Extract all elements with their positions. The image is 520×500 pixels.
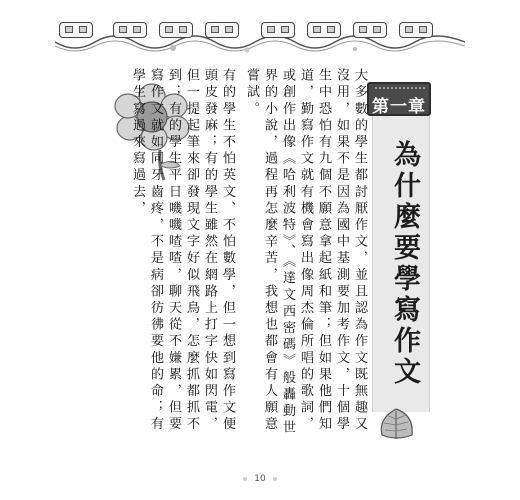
leaf-icon <box>374 405 418 445</box>
dot-icon <box>243 477 247 481</box>
chapter-label-box <box>367 82 431 116</box>
train-car-icon <box>399 22 433 38</box>
train-car-icon <box>261 22 295 38</box>
train-border-decoration <box>55 8 465 56</box>
train-car-icon <box>205 22 239 38</box>
page-number-footer <box>0 474 520 484</box>
train-car-icon <box>113 22 147 38</box>
body-text <box>113 68 368 443</box>
dot-icon <box>273 477 277 481</box>
train-car-icon <box>307 22 341 38</box>
train-car-icon <box>59 22 93 38</box>
page-number: 10 <box>254 474 266 484</box>
paragraph: 有的學生不怕英文、不怕數學，但一想到寫作文便頭皮發麻；有的學生雖然在網路上打字快如閃電，但一提起筆來卻發現文字好似飛鳥，怎麼抓都抓不到；有的學生平日嘰嘰喳喳，聊天從不嫌累，但要寫作文就如同牙齒疼，不是病卻彷彿要他的命；有學生寫過來寫過去， <box>130 68 235 434</box>
paragraph: 大多數的學生都討厭作文，並且認為作文既無趣又沒用，如果不是因為國中基測要加考作文，十個學生中恐怕有九個不願意拿起紙和筆；但如果他們知道，勤寫作文就有機會寫出像周杰倫所唱的歌詞，或創作出像《哈利波特》、《達文西密碼》般轟動世界的小說，過程再怎麼辛苦，我想也都會有人願意嘗試。 <box>244 68 367 437</box>
chapter-title: 為什麼要學寫作文 <box>389 140 420 388</box>
train-car-icon <box>353 22 387 38</box>
train-car-icon <box>159 22 193 38</box>
chapter-label: 第一章 <box>372 97 426 117</box>
